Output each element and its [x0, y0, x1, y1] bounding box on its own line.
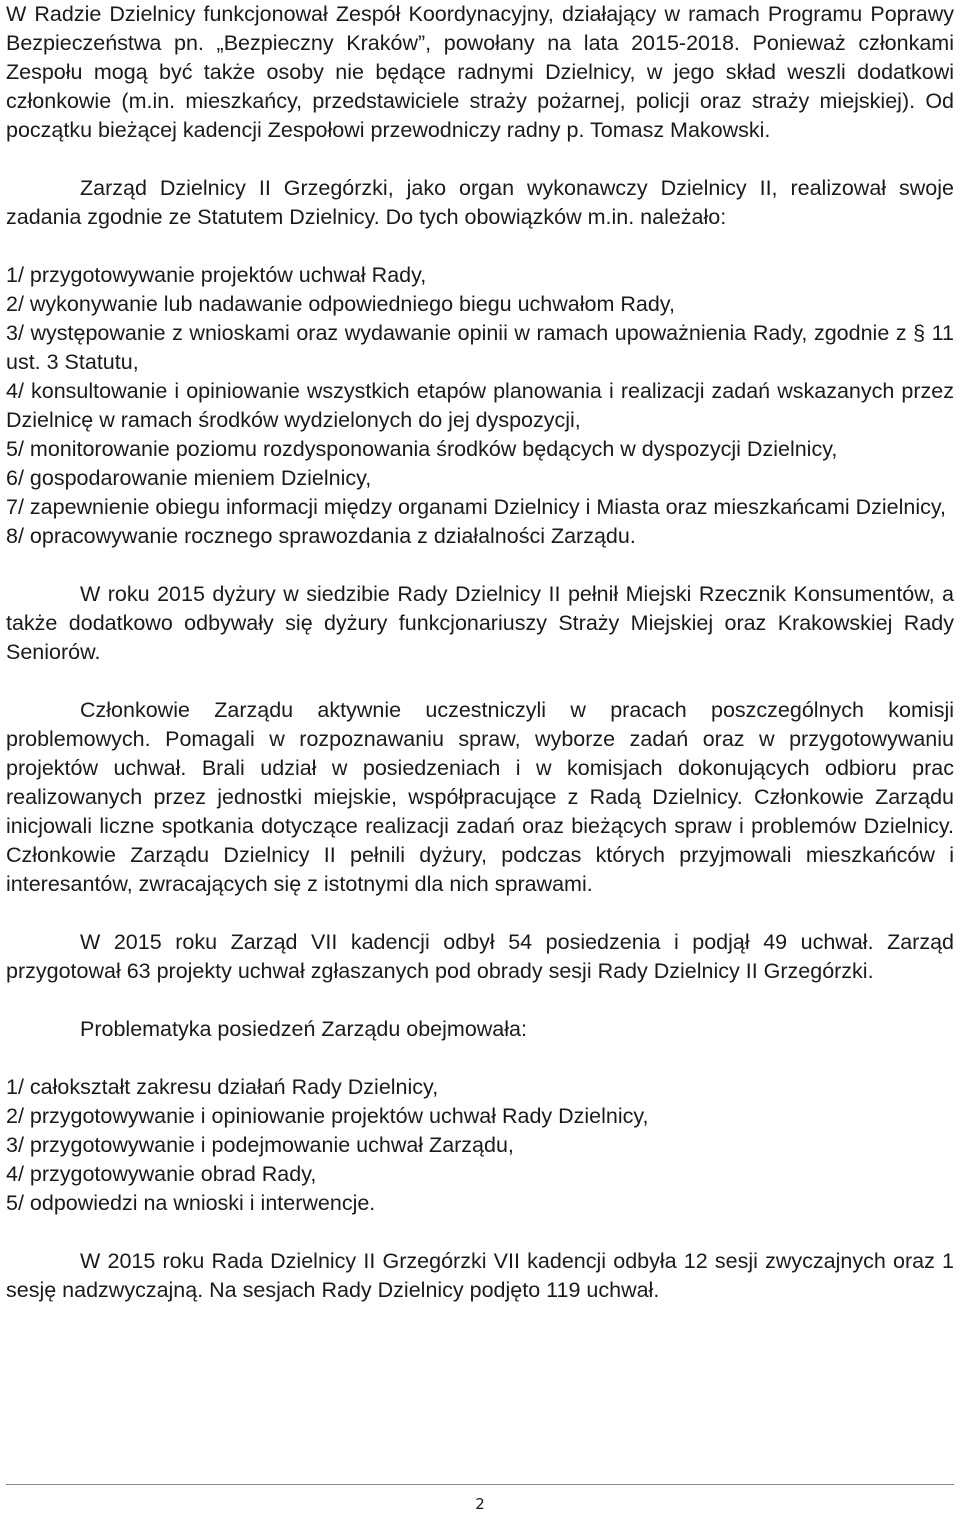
duties-list	[6, 261, 954, 551]
paragraph-board-meetings: W 2015 roku Zarząd VII kadencji odbył 54 posiedzenia i podjął 49 uchwał. Zarząd przygotował 63 projekty uchwał zgłaszanych pod obrady sesji Rady Dzielnicy II Grzegórzki.	[6, 930, 954, 983]
list-item: 3/ przygotowywanie i podejmowanie uchwał Zarządu,	[6, 1133, 514, 1157]
footer-divider	[6, 1484, 954, 1485]
list-item: 8/ opracowywanie rocznego sprawozdania z działalności Zarządu.	[6, 524, 636, 548]
list-item: 4/ przygotowywanie obrad Rady,	[6, 1162, 317, 1186]
paragraph-board-members: Członkowie Zarządu aktywnie uczestniczyli w pracach poszczególnych komisji problemowych. Pomagali w rozpoznawaniu spraw, wyborze zadań oraz w przygotowywaniu projektów uchwał. Brali udział w posiedzeniach i w komisjach dokonujących odbioru prac realizowanych przez jednostki miejskie, współpracujące z Radą Dzielnicy. Członkowie Zarządu inicjowali liczne spotkania dotyczące realizacji zadań oraz bieżących spraw i problemów Dzielnicy. Członkowie Zarządu Dzielnicy II pełnili dyżury, podczas których przyjmowali mieszkańców i interesantów, zwracających się z istotnymi dla nich sprawami.	[6, 698, 954, 896]
list-item: 2/ przygotowywanie i opiniowanie projektów uchwał Rady Dzielnicy,	[6, 1104, 649, 1128]
list-item: 7/ zapewnienie obiegu informacji między organami Dzielnicy i Miasta oraz mieszkańcami Dzielnicy,	[6, 495, 947, 519]
list-item: 1/ całokształt zakresu działań Rady Dzielnicy,	[6, 1075, 439, 1099]
topics-list	[6, 1073, 954, 1218]
list-item: 6/ gospodarowanie mieniem Dzielnicy,	[6, 466, 372, 490]
paragraph-coordination-team: W Radzie Dzielnicy funkcjonował Zespół Koordynacyjny, działający w ramach Programu Poprawy Bezpieczeństwa pn. „Bezpieczny Kraków”, powołany na lata 2015-2018. Ponieważ członkami Zespołu mogą być także osoby nie będące radnymi Dzielnicy, w jego skład weszli dodatkowi członkowie (m.in. mieszkańcy, przedstawiciele straży pożarnej, policji oraz straży miejskiej). Od początku bieżącej kadencji Zespołowi przewodniczy radny p. Tomasz Makowski.	[6, 2, 954, 142]
paragraph-duty-hours: W roku 2015 dyżury w siedzibie Rady Dzielnicy II pełnił Miejski Rzecznik Konsumentów, a także dodatkowo odbywały się dyżury funkcjonariuszy Straży Miejskiej oraz Krakowskiej Rady Seniorów.	[6, 582, 954, 664]
document-page	[6, 0, 954, 1305]
page-number: 2	[475, 1495, 485, 1513]
list-item: 3/ występowanie z wnioskami oraz wydawanie opinii w ramach upoważnienia Rady, zgodnie z § 11 ust. 3 Statutu,	[6, 321, 954, 374]
list-item: 2/ wykonywanie lub nadawanie odpowiedniego biegu uchwałom Rady,	[6, 292, 675, 316]
list-item: 5/ monitorowanie poziomu rozdysponowania środków będących w dyspozycji Dzielnicy,	[6, 437, 838, 461]
paragraph-board-duties-intro: Zarząd Dzielnicy II Grzegórzki, jako organ wykonawczy Dzielnicy II, realizował swoje zadania zgodnie ze Statutem Dzielnicy. Do tych obowiązków m.in. należało:	[6, 176, 954, 229]
list-item: 1/ przygotowywanie projektów uchwał Rady,	[6, 263, 427, 287]
paragraph-meeting-topics-intro: Problematyka posiedzeń Zarządu obejmowała:	[80, 1017, 527, 1041]
list-item: 4/ konsultowanie i opiniowanie wszystkich etapów planowania i realizacji zadań wskazanych przez Dzielnicę w ramach środków wydzielonych do jej dyspozycji,	[6, 379, 954, 432]
list-item: 5/ odpowiedzi na wnioski i interwencje.	[6, 1191, 376, 1215]
paragraph-council-sessions: W 2015 roku Rada Dzielnicy II Grzegórzki VII kadencji odbyła 12 sesji zwyczajnych oraz 1 sesję nadzwyczajną. Na sesjach Rady Dzielnicy podjęto 119 uchwał.	[6, 1249, 954, 1302]
